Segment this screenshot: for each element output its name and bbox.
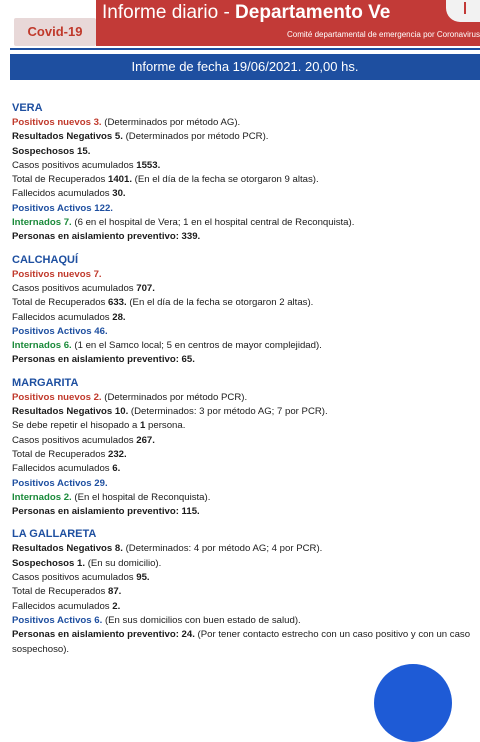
list-item: Sospechosos 1. (En su domicilio). bbox=[12, 557, 162, 569]
list-item: Total de Recuperados 1401. (En el día de la fecha se otorgaron 9 altas). bbox=[12, 174, 319, 186]
list-item: Resultados Negativos 10. (Determinados: 3 por método AG; 7 por PCR). bbox=[12, 406, 328, 418]
section-la-gallareta bbox=[12, 527, 478, 656]
list-item: Casos positivos acumulados 707. bbox=[12, 282, 155, 294]
list-item: Total de Recuperados 232. bbox=[12, 448, 127, 460]
list-item: Casos positivos acumulados 267. bbox=[12, 434, 155, 446]
list-item: Resultados Negativos 8. (Determinados: 4 por método AG; 4 por PCR). bbox=[12, 543, 323, 555]
section-calchaqui bbox=[12, 253, 478, 368]
list-item: Personas en aislamiento preventivo: 24. (Por tener contacto estrecho con un caso positivo y con un caso sospechoso). bbox=[12, 629, 471, 655]
report-subtitle: Comité departamental de emergencia por Coronavirus bbox=[287, 30, 480, 39]
list-item: Total de Recuperados 87. bbox=[12, 586, 122, 598]
corner-overlay-shape bbox=[446, 0, 480, 22]
list-item: Internados 7. (6 en el hospital de Vera; 1 en el hospital central de Reconquista). bbox=[12, 217, 355, 229]
list-item: Total de Recuperados 633. (En el día de la fecha se otorgaron 2 altas). bbox=[12, 297, 314, 309]
list-item: Internados 2. (En el hospital de Reconquista). bbox=[12, 491, 211, 503]
list-item: Sospechosos 15. bbox=[12, 145, 91, 157]
report-date-bar: Informe de fecha 19/06/2021. 20,00 hs. bbox=[10, 54, 480, 80]
list-item: Positivos nuevos 2. (Determinados por método PCR). bbox=[12, 391, 248, 403]
section-title: LA GALLARETA bbox=[12, 528, 97, 541]
list-item: Resultados Negativos 5. (Determinados por método PCR). bbox=[12, 131, 269, 143]
list-item: Positivos Activos 29. bbox=[12, 477, 108, 489]
list-item: Fallecidos acumulados 6. bbox=[12, 463, 121, 475]
list-item: Casos positivos acumulados 1553. bbox=[12, 159, 161, 171]
report-title bbox=[102, 1, 390, 25]
report-content bbox=[12, 101, 478, 665]
corner-mark-icon bbox=[464, 2, 466, 14]
list-item: Positivos Activos 122. bbox=[12, 202, 113, 214]
list-item: Fallecidos acumulados 30. bbox=[12, 188, 126, 200]
list-item: Positivos Activos 6. (En sus domicilios con buen estado de salud). bbox=[12, 614, 301, 626]
list-item: Fallecidos acumulados 28. bbox=[12, 311, 126, 323]
section-vera bbox=[12, 101, 478, 245]
list-item: Personas en aislamiento preventivo: 65. bbox=[12, 354, 195, 366]
list-item: Personas en aislamiento preventivo: 115. bbox=[12, 506, 200, 518]
floating-action-circle[interactable] bbox=[374, 664, 452, 742]
title-prefix: Informe diario - bbox=[102, 2, 236, 23]
list-item: Internados 6. (1 en el Samco local; 5 en centros de mayor complejidad). bbox=[12, 340, 322, 352]
header-divider bbox=[10, 48, 480, 50]
list-item: Casos positivos acumulados 95. bbox=[12, 572, 150, 584]
covid-tag: Covid-19 bbox=[14, 18, 96, 46]
list-item: Personas en aislamiento preventivo: 339. bbox=[12, 231, 201, 243]
list-item: Fallecidos acumulados 2. bbox=[12, 600, 121, 612]
section-title: MARGARITA bbox=[12, 376, 79, 389]
list-item: Positivos nuevos 3. (Determinados por método AG). bbox=[12, 117, 241, 128]
title-bar bbox=[96, 0, 480, 46]
list-item: Positivos Activos 46. bbox=[12, 325, 108, 337]
list-item: Se debe repetir el hisopado a 1 persona. bbox=[12, 420, 186, 432]
section-title: VERA bbox=[12, 102, 43, 114]
list-item: Positivos nuevos 7. bbox=[12, 268, 102, 280]
report-header bbox=[0, 0, 480, 48]
title-department: Departamento Ve bbox=[235, 2, 391, 23]
section-margarita bbox=[12, 376, 478, 520]
section-title: CALCHAQUÍ bbox=[12, 253, 78, 266]
